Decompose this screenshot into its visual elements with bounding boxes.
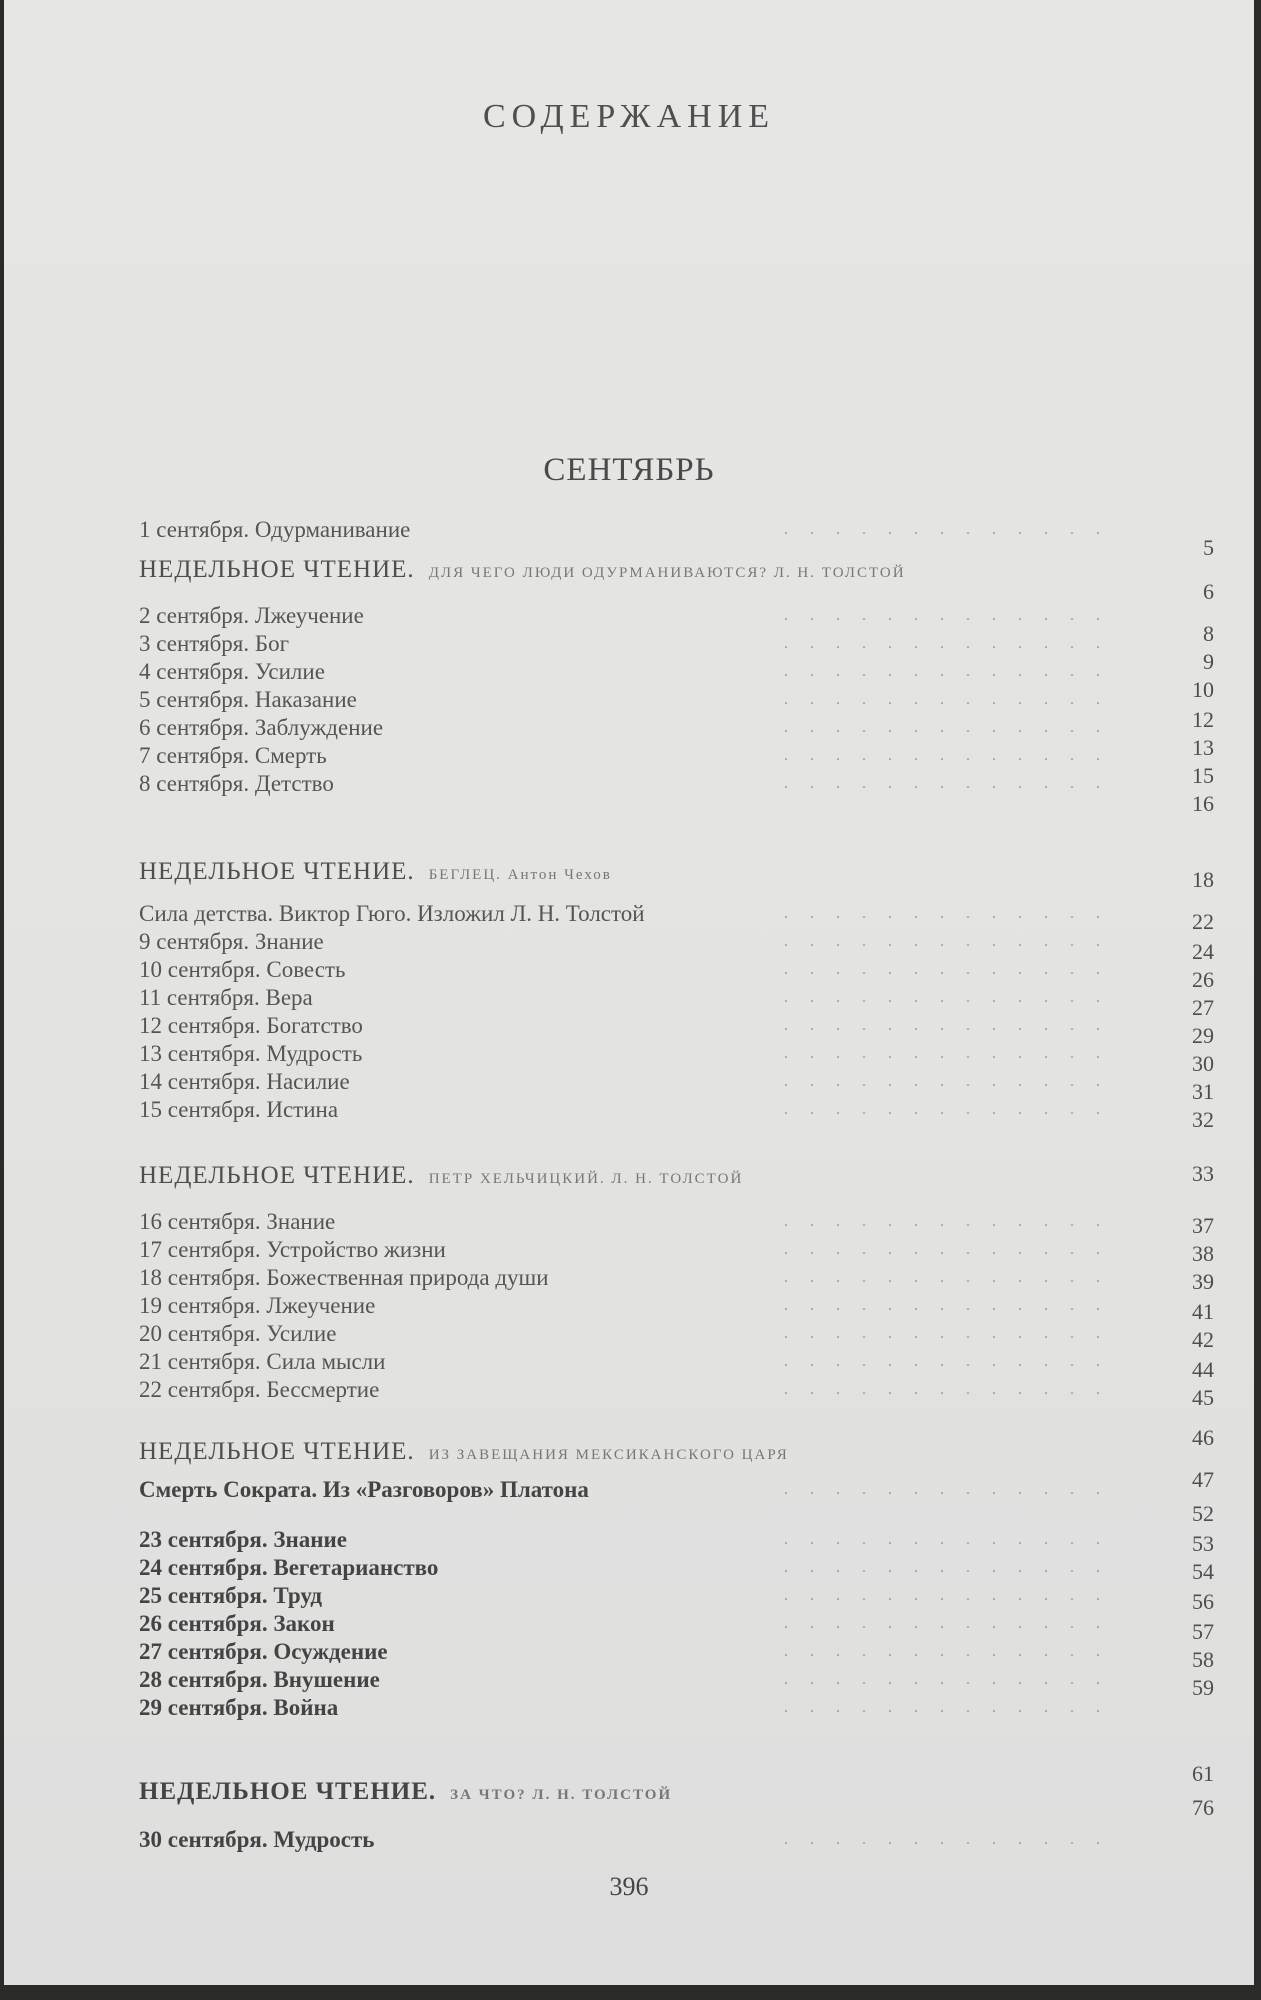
toc-entry-label: 7 сентября. Смерть <box>139 743 327 768</box>
toc-entry <box>139 1348 1139 1376</box>
toc-page-number: 47 <box>1192 1467 1214 1492</box>
toc-entry <box>139 1040 1139 1068</box>
toc-entry-label: 1 сентября. Одурманивание <box>139 517 411 542</box>
toc-page-number: 53 <box>1192 1531 1214 1556</box>
toc-entry-subtitle: ЗА ЧТО? Л. Н. ТОЛСТОЙ <box>450 1787 673 1803</box>
page-number: 396 <box>609 1872 649 1901</box>
leader-dots: . . . . . . . . . . . . . <box>784 1587 1109 1604</box>
toc-entry <box>139 1292 1139 1320</box>
toc-entry-label: 29 сентября. Война <box>139 1695 339 1720</box>
section-heading: СЕНТЯБРЬ <box>543 452 715 488</box>
toc-entry <box>139 658 1139 686</box>
toc-entry-label: 15 сентября. Истина <box>139 1097 339 1122</box>
toc-page-number: 5 <box>1203 535 1214 560</box>
toc-page-number: 15 <box>1192 763 1214 788</box>
toc-page-number: 44 <box>1192 1357 1214 1382</box>
toc-entry-label: 20 сентября. Усилие <box>139 1321 337 1346</box>
toc-entry-label: 3 сентября. Бог <box>139 631 290 656</box>
toc-entry-label: 9 сентября. Знание <box>139 929 324 954</box>
toc-entry <box>139 1208 1139 1236</box>
toc-entry-label: НЕДЕЛЬНОЕ ЧТЕНИЕ. ЗА ЧТО? Л. Н. ТОЛСТОЙ <box>139 1778 673 1805</box>
leader-dots: . . . . . . . . . . . . . <box>784 1381 1109 1398</box>
toc-entry <box>139 928 1139 956</box>
toc-entry <box>139 956 1139 984</box>
toc-entry <box>139 1526 1139 1554</box>
toc-entry <box>139 686 1139 714</box>
leader-dots: . . . . . . . . . . . . . <box>784 1073 1109 1090</box>
toc-page-number: 33 <box>1192 1161 1214 1186</box>
toc-page-number: 12 <box>1192 707 1214 732</box>
toc-entry-label: 30 сентября. Мудрость <box>139 1827 375 1852</box>
leader-dots: . . . . . . . . . . . . . <box>784 1831 1109 1848</box>
toc-page-number: 56 <box>1192 1589 1214 1614</box>
leader-dots: . . . . . . . . . . . . . <box>784 607 1109 624</box>
toc-entry-label: 21 сентября. Сила мысли <box>139 1349 386 1374</box>
toc-entry <box>139 1068 1139 1096</box>
book-page <box>4 0 1254 1985</box>
leader-dots: . . . . . . . . . . . . . <box>784 691 1109 708</box>
toc-entry-label: 18 сентября. Божественная природа души <box>139 1265 549 1290</box>
table-of-contents <box>4 0 1254 1985</box>
leader-dots: . . . . . . . . . . . . . <box>784 905 1109 922</box>
toc-entry <box>139 1476 1139 1504</box>
weekly-reading-entry <box>139 1162 1139 1190</box>
leader-dots: . . . . . . . . . . . . . <box>784 1615 1109 1632</box>
toc-page-number: 31 <box>1192 1079 1214 1104</box>
toc-entry <box>139 1666 1139 1694</box>
leader-dots: . . . . . . . . . . . . . <box>784 1353 1109 1370</box>
leader-dots: . . . . . . . . . . . . . <box>784 1017 1109 1034</box>
toc-page-number: 8 <box>1203 621 1214 646</box>
leader-dots: . . . . . . . . . . . . . <box>784 1671 1109 1688</box>
toc-entry-label: 25 сентября. Труд <box>139 1583 323 1608</box>
leader-dots: . . . . . . . . . . . . . <box>784 521 1109 538</box>
toc-entry-label: 6 сентября. Заблуждение <box>139 715 384 740</box>
toc-entry <box>139 1826 1139 1854</box>
leader-dots: . . . . . . . . . . . . . <box>784 989 1109 1006</box>
toc-page-number: 45 <box>1192 1385 1214 1410</box>
toc-page-number: 32 <box>1192 1107 1214 1132</box>
weekly-reading-entry <box>139 1778 1139 1806</box>
leader-dots: . . . . . . . . . . . . . <box>784 635 1109 652</box>
toc-entry-label: НЕДЕЛЬНОЕ ЧТЕНИЕ. ИЗ ЗАВЕЩАНИЯ МЕКСИКАНСКОГО ЦАРЯ <box>139 1438 789 1465</box>
leader-dots: . . . . . . . . . . . . . <box>784 1531 1109 1548</box>
toc-page-number: 46 <box>1192 1425 1214 1450</box>
leader-dots: . . . . . . . . . . . . . <box>784 1101 1109 1118</box>
toc-entry-subtitle: ПЕТР ХЕЛЬЧИЦКИЙ. Л. Н. ТОЛСТОЙ <box>428 1171 744 1187</box>
toc-page-number: 24 <box>1192 939 1214 964</box>
toc-entry <box>139 1694 1139 1722</box>
toc-entry <box>139 630 1139 658</box>
toc-entry <box>139 1610 1139 1638</box>
toc-entry-label: 13 сентября. Мудрость <box>139 1041 363 1066</box>
weekly-reading-entry <box>139 556 1139 584</box>
toc-page-number: 39 <box>1192 1269 1214 1294</box>
toc-entry-label: 24 сентября. Вегетарианство <box>139 1555 439 1580</box>
toc-entry <box>139 1320 1139 1348</box>
toc-page-number: 18 <box>1192 867 1214 892</box>
toc-entry-label: 22 сентября. Бессмертие <box>139 1377 380 1402</box>
toc-entry <box>139 1376 1139 1404</box>
toc-entry <box>139 602 1139 630</box>
leader-dots: . . . . . . . . . . . . . <box>784 1559 1109 1576</box>
toc-entry <box>139 1264 1139 1292</box>
toc-entry <box>139 900 1139 928</box>
toc-page-number: 9 <box>1203 649 1214 674</box>
toc-entry <box>139 1554 1139 1582</box>
weekly-reading-entry <box>139 858 1139 886</box>
toc-page-number: 42 <box>1192 1327 1214 1352</box>
toc-entry-label: 14 сентября. Насилие <box>139 1069 350 1094</box>
toc-entry <box>139 770 1139 798</box>
toc-page-number: 10 <box>1192 677 1214 702</box>
toc-entry-label: 8 сентября. Детство <box>139 771 334 796</box>
toc-entry <box>139 1582 1139 1610</box>
toc-entry-subtitle: ДЛЯ ЧЕГО ЛЮДИ ОДУРМАНИВАЮТСЯ? Л. Н. ТОЛСТОЙ <box>428 565 906 581</box>
toc-entry-label: 19 сентября. Лжеучение <box>139 1293 376 1318</box>
leader-dots: . . . . . . . . . . . . . <box>784 1481 1109 1498</box>
toc-page-number: 6 <box>1203 579 1214 604</box>
leader-dots: . . . . . . . . . . . . . <box>784 1045 1109 1062</box>
toc-page-number: 57 <box>1192 1619 1214 1644</box>
toc-entry-label: Сила детства. Виктор Гюго. Изложил Л. Н. Толстой <box>139 901 645 926</box>
toc-entry-label: 5 сентября. Наказание <box>139 687 357 712</box>
leader-dots: . . . . . . . . . . . . . <box>784 719 1109 736</box>
toc-entry-label: 11 сентября. Вера <box>139 985 313 1010</box>
toc-entry-label: 2 сентября. Лжеучение <box>139 603 364 628</box>
toc-entry-label: 16 сентября. Знание <box>139 1209 336 1234</box>
toc-entry <box>139 714 1139 742</box>
leader-dots: . . . . . . . . . . . . . <box>784 1269 1109 1286</box>
toc-entry-label: 4 сентября. Усилие <box>139 659 325 684</box>
toc-page-number: 52 <box>1192 1501 1214 1526</box>
toc-entry <box>139 742 1139 770</box>
toc-entry-label: 26 сентября. Закон <box>139 1611 335 1636</box>
leader-dots: . . . . . . . . . . . . . <box>784 1241 1109 1258</box>
toc-page-number: 13 <box>1192 735 1214 760</box>
toc-entry-label: 10 сентября. Совесть <box>139 957 346 982</box>
toc-entry-label: 12 сентября. Богатство <box>139 1013 363 1038</box>
toc-entry <box>139 1096 1139 1124</box>
toc-page-number: 22 <box>1192 909 1214 934</box>
leader-dots: . . . . . . . . . . . . . <box>784 1297 1109 1314</box>
toc-entry-label: Смерть Сократа. Из «Разговоров» Платона <box>139 1477 589 1502</box>
toc-entry-label: НЕДЕЛЬНОЕ ЧТЕНИЕ. БЕГЛЕЦ. Антон Чехов <box>139 858 612 885</box>
toc-entry-subtitle: БЕГЛЕЦ. Антон Чехов <box>428 867 612 883</box>
toc-entry <box>139 1012 1139 1040</box>
toc-page-number: 59 <box>1192 1675 1214 1700</box>
toc-page-number: 27 <box>1192 995 1214 1020</box>
toc-page-number: 38 <box>1192 1241 1214 1266</box>
toc-page-number: 41 <box>1192 1299 1214 1324</box>
leader-dots: . . . . . . . . . . . . . <box>784 1699 1109 1716</box>
toc-entry-label: 23 сентября. Знание <box>139 1527 347 1552</box>
leader-dots: . . . . . . . . . . . . . <box>784 933 1109 950</box>
toc-page-number: 54 <box>1192 1559 1214 1584</box>
toc-entry-label: 17 сентября. Устройство жизни <box>139 1237 446 1262</box>
toc-page-number: 30 <box>1192 1051 1214 1076</box>
leader-dots: . . . . . . . . . . . . . <box>784 1643 1109 1660</box>
weekly-reading-entry <box>139 1438 1139 1466</box>
toc-entry <box>139 1638 1139 1666</box>
toc-entry <box>139 984 1139 1012</box>
toc-page-number: 26 <box>1192 967 1214 992</box>
leader-dots: . . . . . . . . . . . . . <box>784 1213 1109 1230</box>
toc-page-number: 58 <box>1192 1647 1214 1672</box>
toc-entry-label: НЕДЕЛЬНОЕ ЧТЕНИЕ. ПЕТР ХЕЛЬЧИЦКИЙ. Л. Н. ТОЛСТОЙ <box>139 1162 744 1189</box>
toc-page-number: 16 <box>1192 791 1214 816</box>
toc-page-number: 37 <box>1192 1213 1214 1238</box>
toc-entry <box>139 516 1139 544</box>
toc-entry-label: 28 сентября. Внушение <box>139 1667 380 1692</box>
toc-entry <box>139 1236 1139 1264</box>
leader-dots: . . . . . . . . . . . . . <box>784 775 1109 792</box>
leader-dots: . . . . . . . . . . . . . <box>784 961 1109 978</box>
leader-dots: . . . . . . . . . . . . . <box>784 663 1109 680</box>
toc-entry-label: 27 сентября. Осуждение <box>139 1639 388 1664</box>
page-title: СОДЕРЖАНИЕ <box>482 98 776 135</box>
leader-dots: . . . . . . . . . . . . . <box>784 747 1109 764</box>
toc-entry-subtitle: ИЗ ЗАВЕЩАНИЯ МЕКСИКАНСКОГО ЦАРЯ <box>428 1447 789 1463</box>
toc-page-number: 61 <box>1192 1761 1214 1786</box>
toc-entry-label: НЕДЕЛЬНОЕ ЧТЕНИЕ. ДЛЯ ЧЕГО ЛЮДИ ОДУРМАНИВАЮТСЯ? Л. Н. ТОЛСТОЙ <box>139 556 906 583</box>
toc-page-number: 29 <box>1192 1023 1214 1048</box>
leader-dots: . . . . . . . . . . . . . <box>784 1325 1109 1342</box>
toc-page-number: 76 <box>1192 1795 1214 1820</box>
